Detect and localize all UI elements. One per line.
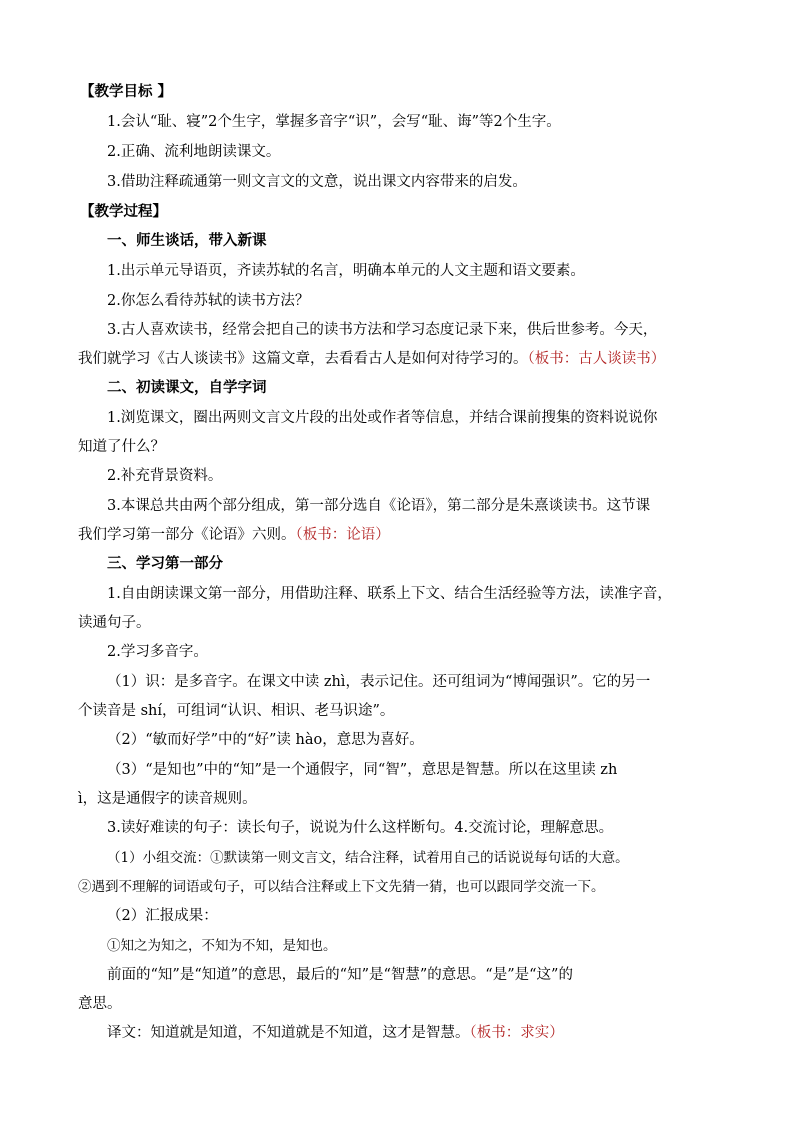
- paragraph-line: [78, 349, 665, 369]
- section-title: 一、师生谈话，带入新课: [107, 232, 267, 249]
- paragraph-line: 前面的“知”是“知道”的意思，最后的“知”是“智慧”的意思。“是”是“这”的: [107, 967, 573, 983]
- paragraph-line: ì，这是通假字的读音规则。: [78, 791, 257, 807]
- paragraph-text: 我们学习第一部分《论语》六则。: [78, 527, 296, 543]
- process-heading: 【教学过程】: [80, 203, 167, 220]
- paragraph-line: 个读音是 shí，可组词“认识、相识、老马识途”。: [78, 703, 395, 719]
- paragraph-line: 3.本课总共由两个部分组成，第一部分选自《论语》，第二部分是朱熹谈读书。这节课: [107, 498, 651, 514]
- goal-item: 3.借助注释疏通第一则文言文的文意，说出课文内容带来的启发。: [107, 174, 527, 190]
- paragraph-line: 1.出示单元导语页，齐读苏轼的名言，明确本单元的人文主题和语文要素。: [107, 263, 585, 279]
- paragraph-line: 读通句子。: [78, 615, 151, 631]
- blackboard-note: （板书：古人谈读书）: [527, 351, 666, 367]
- paragraph-line: （1）识：是多音字。在课文中读 zhì，表示记住。还可组词为“博闻强识”。它的另一: [107, 674, 651, 690]
- paragraph-line: （2）“敏而好学”中的“好”读 hào，意思为喜好。: [107, 732, 424, 748]
- paragraph-line: [78, 525, 390, 545]
- paragraph-line: 2.补充背景资料。: [107, 468, 223, 484]
- paragraph-line: （2）汇报成果：: [107, 908, 218, 924]
- blackboard-note: （板书：论语）: [295, 527, 390, 543]
- paragraph-line: （3）“是知也”中的“知”是一个通假字，同“智”，意思是智慧。所以在这里读 zh: [107, 762, 618, 778]
- translation-text: 译文：知道就是知道，不知道就是不知道，这才是智慧。: [107, 1025, 470, 1041]
- paragraph-line: 3.读好难读的句子：读长句子，说说为什么这样断句。4.交流讨论，理解意思。: [107, 820, 614, 836]
- goal-item: 1.会认“耻、寝”2个生字，掌握多音字“识”，会写“耻、诲”等2个生字。: [107, 114, 561, 130]
- paragraph-line: 2.你怎么看待苏轼的读书方法？: [107, 293, 310, 309]
- goal-item: 2.正确、流利地朗读课文。: [107, 144, 281, 160]
- section-title: 二、初读课文，自学字词: [107, 379, 267, 396]
- paragraph-line: 1.浏览课文，圈出两则文言文片段的出处或作者等信息，并结合课前搜集的资料说说你: [107, 410, 658, 426]
- goals-heading: 【教学目标 】: [80, 83, 173, 100]
- paragraph-line: [107, 1023, 564, 1043]
- paragraph-line: 知道了什么？: [78, 439, 165, 455]
- paragraph-line: ②遇到不理解的词语或句子，可以结合注释或上下文先猜一猜，也可以跟同学交流一下。: [78, 879, 605, 895]
- paragraph-line: 意思。: [78, 996, 122, 1012]
- paragraph-text: 我们就学习《古人谈读书》这篇文章，去看看古人是如何对待学习的。: [78, 351, 528, 367]
- section-title: 三、学习第一部分: [107, 555, 223, 572]
- paragraph-line: （1）小组交流：①默读第一则文言文，结合注释，试着用自己的话说说每句话的大意。: [107, 850, 629, 866]
- quote-line: ①知之为知之，不知为不知，是知也。: [107, 938, 337, 954]
- paragraph-line: 1.自由朗读课文第一部分，用借助注释、联系上下文、结合生活经验等方法，读准字音，: [107, 586, 672, 602]
- paragraph-line: 2.学习多音字。: [107, 644, 208, 660]
- paragraph-line: 3.古人喜欢读书，经常会把自己的读书方法和学习态度记录下来，供后世参考。今天，: [107, 322, 658, 338]
- blackboard-note: （板书：求实）: [469, 1025, 564, 1041]
